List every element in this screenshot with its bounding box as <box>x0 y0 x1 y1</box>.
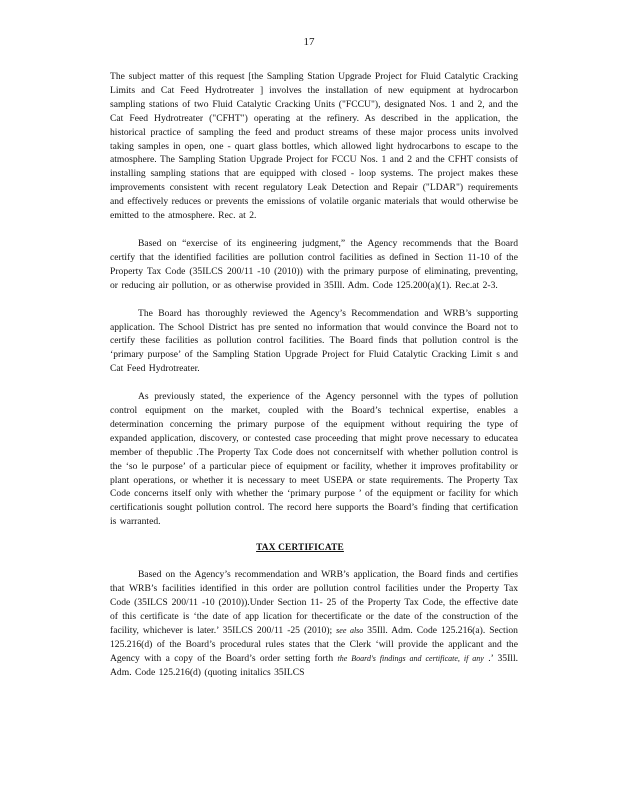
certificate-text-part2: 35Ill. Adm. Code 125.216(a). Section 125.216(d) of the Board’s procedural rules states that the Clerk ‘will provide the applicant and the Agency with a copy of the Board’s order setting forth <box>110 624 518 664</box>
paragraph-subject-matter: The subject matter of this request [the Sampling Station Upgrade Project for Fluid Catalytic Cracking Limits and Cat Feed Hydrotreater ] involves the installation of new equipment at hydrocarbon sampling stations of two Fluid Catalytic Cracking Units ("FCCU"), designated Nos. 1 and 2, and the Cat Feed Hydrotreater ("CFHT") operating at the refinery. As described in the application, the historical practice of sampling the feed and product streams of these major process units involved taking samples in open, one - quart glass bottles, which allowed light hydrocarbons to escape to the atmosphere. The Sampling Station Upgrade Project for FCCU Nos. 1 and 2 and the CFHT consists of installing sampling stations that are equipped with closed - loop systems. The project makes these improvements consistent with recent regulatory Leak Detection and Repair ("LDAR") requirements and effectively reduces or prevents the emissions of volatile organic materials that would otherwise be emitted to the atmosphere. Rec. at 2. <box>110 71 518 222</box>
document-body <box>110 70 518 693</box>
paragraph-board-review: The Board has thoroughly reviewed the Agency’s Recommendation and WRB’s supporting application. The School District has pre sented no information that would convince the Board not to certify these facilities as pollution control facilities. The Board finds that pollution control is the ‘primary purpose’ of the Sampling Station Upgrade Project for Fluid Catalytic Cracking Limit s and Cat Feed Hydrotreater. <box>110 307 518 375</box>
paragraph-agency-recommendation: Based on “exercise of its engineering judgment,” the Agency recommends that the Board certify that the identified facilities are pollution control facilities as defined in Section 11-10 of the Property Tax Code (35ILCS 200/11 -10 (2010)) with the primary purpose of eliminating, preventing, or reducing air pollution, or as otherwise provided in 35Ill. Adm. Code 125.200(a)(1). Rec.at 2-3. <box>110 237 518 291</box>
italic-quote: the Board's findings and certificate, if any <box>337 653 484 663</box>
paragraph-tax-certificate <box>110 568 518 679</box>
section-heading-text: TAX CERTIFICATE <box>256 543 344 554</box>
see-also-citation: see also <box>336 625 364 635</box>
section-heading <box>110 543 518 553</box>
certificate-text-part1: Based on the Agency’s recommendation and WRB’s application, the Board finds and certifies that WRB’s facilities identified in this order are pollution control facilities under the Property Tax Code (35ILCS 200/11 -10 (2010)).Under Section 11- 25 of the Property Tax Code, the effective date of this certificate is ‘the date of app lication for thecertificate or the date of the construction of the facility, whichever is later.’ 35ILCS 200/11 -25 (2010); <box>110 569 518 636</box>
page-number: 17 <box>303 36 315 48</box>
paragraph-primary-purpose: As previously stated, the experience of the Agency personnel with the types of pollution control equipment on the market, coupled with the Board’s technical expertise, enables a determination concerning the primary purpose of the equipment without requiring the type of expanded application, discovery, or contested case proceeding that might prove necessary to educatea member of thepublic .The Property Tax Code does not concernitself with whether pollution control is the ‘so le purpose’ of a particular piece of equipment or facility, whether it improves profitability or plant operations, or whether it is necessary to meet USEPA or state requirements. The Property Tax Code concerns itself only with whether the ‘primary purpose ’ of the equipment or facility for which certificationis sought pollution control. The record here supports the Board’s finding that certification is warranted. <box>110 391 518 528</box>
certificate-text-part3: .’ 35Ill. Adm. Code 125.216(d) (quoting initalics 35ILCS <box>110 652 519 678</box>
